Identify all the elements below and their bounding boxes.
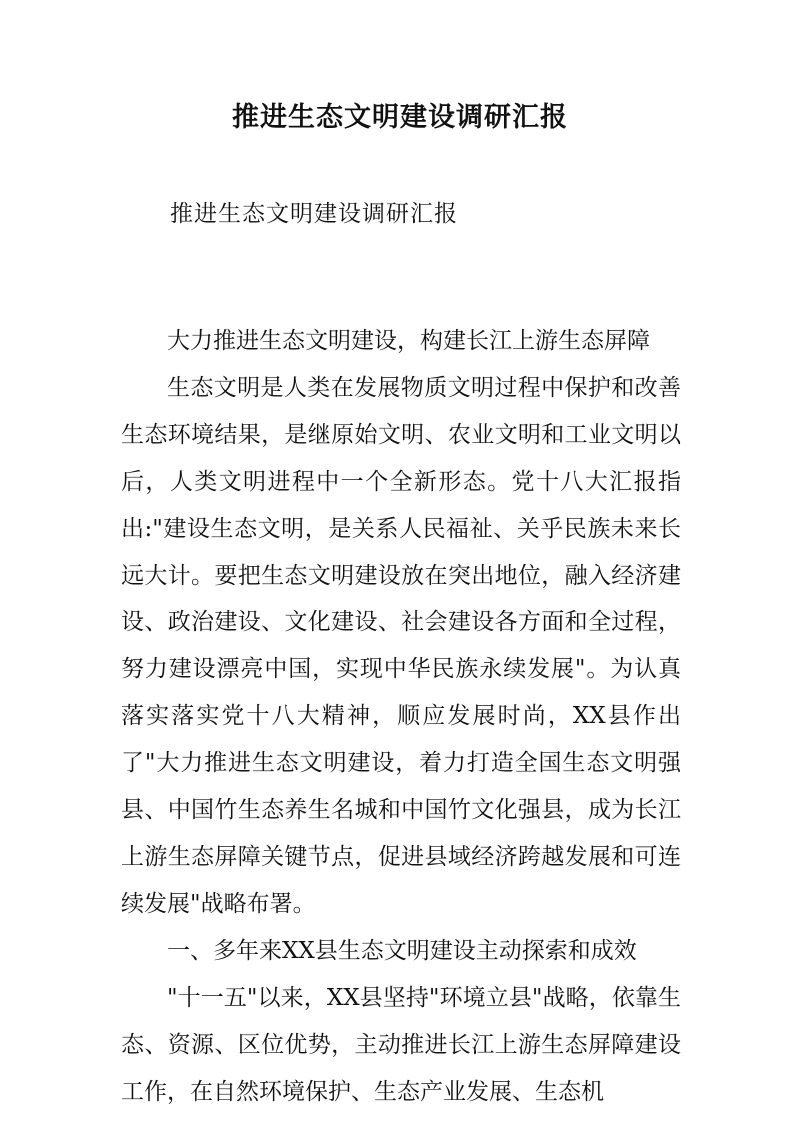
document-title: 推进生态文明建设调研汇报	[232, 102, 568, 133]
document-body	[121, 318, 681, 1115]
document-subtitle: 推进生态文明建设调研汇报	[170, 201, 458, 227]
section-heading: 一、多年来XX县生态文明建设主动探索和成效	[167, 937, 637, 964]
body-paragraph: 生态文明是人类在发展物质文明过程中保护和改善生态环境结果，是继原始文明、农业文明和工业文明以后，人类文明进程中一个全新形态。党十八大汇报指出:"建设生态文明，是关系人民福祉、关乎民族未来长远大计。要把生态文明建设放在突出地位，融入经济建设、政治建设、文化建设、社会建设各方面和全过程，努力建设漂亮中国，实现中华民族永续发展"。为认真落实落实党十八大精神，顺应发展时尚，XX县作出了"大力推进生态文明建设，着力打造全国生态文明强县、中国竹生态养生名城和中国竹文化强县，成为长江上游生态屏障关键节点，促进县域经济跨越发展和可连续发展"战略布署。	[121, 374, 681, 917]
body-paragraph: "十一五"以来，XX县坚持"环境立县"战略，依靠生态、资源、区位优势，主动推进长江上游生态屏障建设工作，在自然环境保护、生态产业发展、生态机	[121, 984, 681, 1105]
section-heading: 大力推进生态文明建设，构建长江上游生态屏障	[167, 328, 650, 354]
